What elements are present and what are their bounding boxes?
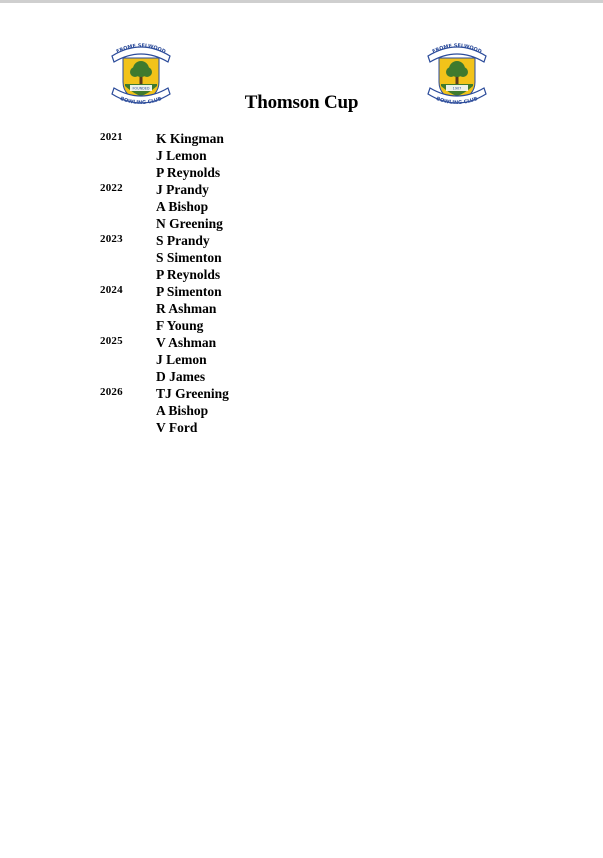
year-label: 2021 (100, 131, 123, 143)
winner-name: J Prandy (156, 182, 209, 197)
year-label: 2023 (100, 233, 123, 245)
year-block-2026 (100, 385, 500, 436)
winner-name: P Reynolds (156, 267, 221, 282)
year-block-2022 (100, 181, 500, 232)
winner-name: K Kingman (156, 131, 224, 146)
svg-text:FOUNDED: FOUNDED (132, 86, 150, 91)
svg-text:1907: 1907 (452, 86, 462, 91)
svg-text:BOWLING CLUB: BOWLING CLUB (435, 96, 479, 107)
winner-name: F Young (156, 318, 204, 333)
winner-name: D James (156, 369, 206, 384)
svg-text:BOWLING CLUB: BOWLING CLUB (119, 96, 163, 107)
winner-name: A Bishop (156, 199, 209, 214)
winner-name: P Simenton (156, 284, 222, 299)
winner-name: V Ford (156, 420, 198, 435)
winner-name: J Lemon (156, 148, 207, 163)
year-block-2025 (100, 334, 500, 385)
svg-text:FROME SELWOOD: FROME SELWOOD (115, 42, 167, 56)
year-label: 2022 (100, 182, 123, 194)
winner-name: R Ashman (156, 301, 217, 316)
winner-name: TJ Greening (156, 386, 229, 401)
winner-name: N Greening (156, 216, 223, 231)
winner-name: S Simenton (156, 250, 222, 265)
winners-list (100, 130, 500, 436)
page-title: Thomson Cup (244, 92, 359, 113)
winner-name: S Prandy (156, 233, 210, 248)
winner-name: P Reynolds (156, 165, 221, 180)
page-top-border (0, 0, 603, 3)
year-block-2021 (100, 130, 500, 181)
year-label: 2024 (100, 284, 123, 296)
svg-text:FROME SELWOOD: FROME SELWOOD (431, 42, 483, 56)
year-block-2023 (100, 232, 500, 283)
winner-name: J Lemon (156, 352, 207, 367)
winner-name: A Bishop (156, 403, 209, 418)
winner-name: V Ashman (156, 335, 217, 350)
year-block-2024 (100, 283, 500, 334)
year-label: 2026 (100, 386, 123, 398)
year-label: 2025 (100, 335, 123, 347)
